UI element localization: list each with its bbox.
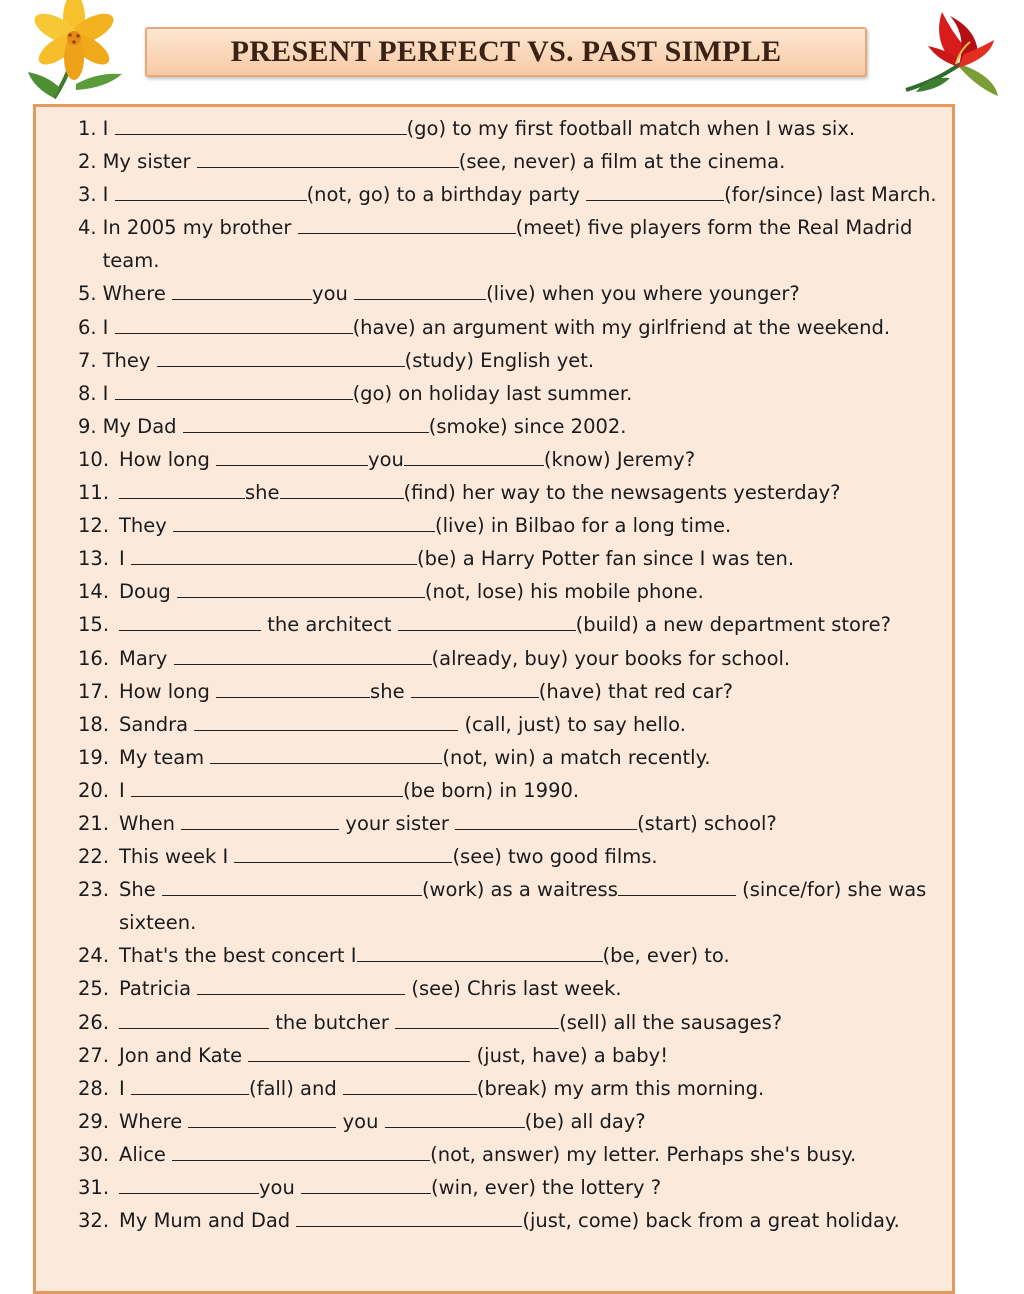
exercise-text-segment: My sister — [102, 150, 197, 174]
exercise-item — [78, 1006, 940, 1039]
exercise-text — [119, 1171, 940, 1204]
answer-blank[interactable] — [157, 351, 405, 367]
exercise-item — [78, 509, 940, 542]
answer-blank[interactable] — [197, 152, 459, 168]
answer-blank[interactable] — [404, 450, 544, 466]
exercise-text — [103, 112, 940, 145]
exercise-text-segment: (be, ever) to. — [602, 944, 730, 968]
exercise-text-segment: (start) school? — [637, 811, 777, 835]
exercise-text-segment: My Mum and Dad — [119, 1209, 297, 1233]
exercise-text-segment: you — [368, 447, 404, 471]
exercise-text — [119, 840, 940, 873]
exercise-text-segment: (not, answer) my letter. Perhaps she's busy. — [430, 1142, 857, 1166]
answer-blank[interactable] — [216, 682, 370, 698]
exercise-text-segment: your sister — [339, 811, 456, 835]
exercise-number: 9. — [78, 414, 97, 438]
exercise-text-segment: (meet) five players form the Real Madrid team. — [102, 216, 913, 273]
answer-blank[interactable] — [181, 814, 339, 830]
exercise-number: 32. — [78, 1209, 110, 1233]
exercise-item — [78, 1072, 940, 1105]
answer-blank[interactable] — [385, 1112, 525, 1128]
exercise-text-segment: (go) on holiday last summer. — [352, 381, 633, 405]
exercise-number: 28. — [78, 1076, 110, 1100]
answer-blank[interactable] — [172, 1145, 430, 1161]
exercise-text-segment: (since/for) she was sixteen. — [119, 878, 927, 935]
exercise-text-segment: Where — [102, 282, 173, 306]
exercise-text-segment: I — [102, 315, 115, 339]
exercise-item — [78, 1039, 940, 1072]
exercise-text — [103, 410, 940, 443]
exercise-text-segment: My team — [119, 745, 211, 769]
answer-blank[interactable] — [210, 748, 442, 764]
exercise-number: 29. — [78, 1109, 110, 1133]
exercise-number: 23. — [78, 878, 110, 902]
answer-blank[interactable] — [618, 880, 736, 896]
exercise-number: 13. — [78, 547, 110, 571]
exercise-text-segment: (go) to my first football match when I was six. — [406, 117, 856, 140]
answer-blank[interactable] — [280, 483, 404, 499]
exercise-text-segment: (win, ever) the lottery ? — [431, 1176, 662, 1199]
exercise-text — [119, 1105, 940, 1138]
exercise-text-segment: (find) her way to the newsagents yesterday? — [403, 481, 841, 505]
exercise-item — [78, 211, 940, 277]
exercise-item — [78, 443, 940, 476]
exercise-text — [119, 575, 940, 608]
exercise-text — [103, 145, 940, 178]
exercise-text — [119, 509, 940, 542]
exercise-number: 12. — [78, 514, 110, 538]
exercise-text-segment: (work) as a waitress — [421, 878, 618, 902]
exercise-number: 21. — [78, 811, 110, 835]
answer-blank[interactable] — [115, 185, 307, 201]
exercise-text-segment: you — [312, 282, 355, 306]
answer-blank[interactable] — [234, 847, 452, 863]
answer-blank[interactable] — [162, 880, 422, 896]
answer-blank[interactable] — [188, 1112, 336, 1128]
exercise-text-segment: (be) a Harry Potter fan since I was ten. — [416, 547, 795, 571]
exercise-text-segment: My Dad — [102, 414, 183, 438]
exercise-text-segment: (see, never) a film at the cinema. — [458, 150, 786, 174]
exercise-item — [78, 178, 940, 211]
exercise-item — [78, 774, 940, 807]
exercise-number: 30. — [78, 1142, 110, 1166]
exercise-text — [119, 1072, 940, 1105]
page-title: PRESENT PERFECT VS. PAST SIMPLE — [230, 35, 782, 68]
exercise-item — [78, 145, 940, 178]
exercise-text-segment: (know) Jeremy? — [543, 447, 696, 471]
answer-blank[interactable] — [131, 549, 417, 565]
exercise-text — [103, 178, 940, 211]
exercise-text — [119, 972, 940, 1005]
exercise-text-segment: (see) two good films. — [452, 845, 658, 869]
answer-blank[interactable] — [177, 582, 425, 598]
exercise-number: 24. — [78, 944, 110, 968]
answer-blank[interactable] — [411, 682, 539, 698]
exercise-text-segment: When — [119, 811, 182, 835]
answer-blank[interactable] — [131, 1079, 249, 1095]
exercise-text-segment: How long — [119, 447, 217, 471]
exercise-text-segment: (not, lose) his mobile phone. — [424, 580, 704, 604]
exercise-text — [103, 311, 940, 344]
exercise-text-segment: (fall) and — [248, 1076, 343, 1100]
exercise-text-segment: I — [119, 778, 131, 802]
exercise-number: 10. — [78, 447, 110, 471]
exercise-text — [119, 1039, 940, 1072]
exercise-text-segment: (study) English yet. — [404, 348, 595, 372]
exercise-number: 16. — [78, 646, 110, 670]
answer-blank[interactable] — [197, 979, 405, 995]
exercise-text-segment: (see) Chris last week. — [405, 977, 622, 1001]
answer-blank[interactable] — [455, 814, 637, 830]
exercise-number: 20. — [78, 778, 110, 802]
exercise-text — [119, 1006, 940, 1039]
exercise-text-segment: I — [119, 547, 131, 571]
exercise-text — [119, 608, 940, 641]
exercise-text-segment: Patricia — [119, 977, 198, 1001]
exercise-text-segment: How long — [119, 679, 217, 703]
exercise-number: 15. — [78, 613, 110, 637]
exercise-item — [78, 344, 940, 377]
exercise-item — [78, 277, 940, 310]
exercise-number: 18. — [78, 712, 110, 736]
exercise-item — [78, 542, 940, 575]
exercise-text — [103, 377, 940, 410]
exercise-number: 22. — [78, 845, 110, 869]
exercise-text-segment: the architect — [261, 613, 398, 637]
answer-blank[interactable] — [395, 1013, 559, 1029]
answer-blank[interactable] — [183, 417, 429, 433]
exercise-item — [78, 575, 940, 608]
exercise-text — [119, 774, 940, 807]
exercise-number: 25. — [78, 977, 110, 1001]
answer-blank[interactable] — [131, 781, 403, 797]
exercise-text-segment: (just, come) back from a great holiday. — [522, 1209, 900, 1233]
exercise-number: 17. — [78, 679, 110, 703]
exercise-item — [78, 972, 940, 1005]
exercise-text-segment: (have) that red car? — [538, 679, 734, 703]
exercise-text-segment: (build) a new department store? — [575, 613, 891, 637]
exercise-text — [103, 277, 940, 310]
exercise-number: 3. — [78, 183, 97, 207]
exercise-text-segment: That's the best concert I — [119, 944, 357, 968]
exercise-text-segment: I — [102, 183, 115, 207]
exercise-item — [78, 1171, 940, 1204]
answer-blank[interactable] — [216, 450, 368, 466]
exercise-item — [78, 840, 940, 873]
exercise-item — [78, 642, 940, 675]
exercise-text-segment: Mary — [119, 646, 174, 670]
exercise-text-segment: (call, just) to say hello. — [458, 712, 686, 736]
exercise-text-segment: They — [119, 514, 174, 538]
exercise-number: 7. — [78, 348, 97, 372]
exercise-text-segment: In 2005 my brother — [102, 216, 298, 240]
exercise-number: 5. — [78, 282, 97, 306]
answer-blank[interactable] — [173, 516, 435, 532]
exercise-number: 1. — [78, 117, 97, 140]
answer-blank[interactable] — [343, 1079, 477, 1095]
answer-blank[interactable] — [172, 284, 312, 300]
answer-blank[interactable] — [119, 483, 245, 499]
exercise-item — [78, 873, 940, 939]
answer-blank[interactable] — [298, 218, 516, 234]
exercise-item — [78, 608, 940, 641]
answer-blank[interactable] — [119, 1013, 269, 1029]
exercise-text-segment: (just, have) a baby! — [470, 1043, 669, 1067]
exercise-text — [103, 211, 940, 277]
exercise-item — [78, 1105, 940, 1138]
exercise-text-segment: She — [119, 878, 162, 902]
exercise-text-segment: the butcher — [269, 1010, 396, 1034]
exercise-text-segment: (be) all day? — [524, 1109, 646, 1133]
exercise-number: 19. — [78, 745, 110, 769]
exercise-text — [119, 873, 940, 939]
exercise-number: 8. — [78, 381, 97, 405]
exercise-text — [119, 675, 940, 708]
exercise-item — [78, 112, 940, 145]
exercise-text — [119, 642, 940, 675]
exercise-text-segment: Doug — [119, 580, 177, 604]
exercise-item — [78, 476, 940, 509]
exercise-text-segment: (be born) in 1990. — [402, 778, 580, 802]
exercise-text-segment: Jon and Kate — [119, 1043, 249, 1067]
answer-blank[interactable] — [119, 1178, 259, 1194]
exercise-text-segment: she — [370, 679, 411, 703]
red-tulip-icon — [898, 6, 1002, 98]
exercise-number: 26. — [78, 1010, 110, 1034]
answer-blank[interactable] — [194, 715, 458, 731]
exercise-text — [119, 476, 940, 509]
exercise-number: 6. — [78, 315, 97, 339]
exercise-text-segment: They — [102, 348, 157, 372]
exercise-text — [119, 939, 940, 972]
exercise-text — [119, 741, 940, 774]
exercise-text-segment: Sandra — [119, 712, 195, 736]
exercise-text-segment: (break) my arm this morning. — [476, 1076, 765, 1100]
answer-blank[interactable] — [119, 615, 261, 631]
exercise-item — [78, 708, 940, 741]
exercise-text — [119, 443, 940, 476]
exercise-text-segment: she — [245, 481, 280, 505]
exercise-text — [119, 807, 940, 840]
answer-blank[interactable] — [115, 119, 407, 135]
exercise-text-segment: (smoke) since 2002. — [428, 414, 627, 438]
exercise-item — [78, 410, 940, 443]
exercise-item — [78, 311, 940, 344]
exercise-item — [78, 939, 940, 972]
exercise-text-segment: (live) when you where younger? — [486, 282, 800, 306]
answer-blank[interactable] — [586, 185, 724, 201]
exercise-text-segment: This week I — [119, 845, 235, 869]
title-banner — [145, 27, 867, 77]
exercise-item — [78, 377, 940, 410]
exercise-text-segment: Alice — [119, 1142, 173, 1166]
exercise-text-segment: Where — [119, 1109, 189, 1133]
exercise-text-segment: I — [102, 117, 115, 140]
exercise-text-segment: (live) in Bilbao for a long time. — [435, 514, 732, 538]
exercise-text-segment: (already, buy) your books for school. — [431, 646, 791, 670]
exercise-list — [78, 112, 940, 1237]
exercise-text-segment: you — [259, 1176, 302, 1199]
answer-blank[interactable] — [296, 1211, 522, 1227]
exercise-number: 2. — [78, 150, 97, 174]
answer-blank[interactable] — [248, 1046, 470, 1062]
exercise-number: 31. — [78, 1176, 110, 1199]
answer-blank[interactable] — [301, 1178, 431, 1194]
exercise-number: 11. — [78, 481, 110, 505]
exercise-item — [78, 675, 940, 708]
exercise-number: 27. — [78, 1043, 110, 1067]
exercise-text-segment: (not, go) to a birthday party — [306, 183, 587, 207]
exercise-item — [78, 807, 940, 840]
exercise-text-segment: you — [336, 1109, 385, 1133]
exercise-text-segment: (sell) all the sausages? — [559, 1010, 783, 1034]
answer-blank[interactable] — [115, 384, 353, 400]
exercise-text-segment: (not, win) a match recently. — [442, 745, 711, 769]
exercise-item — [78, 741, 940, 774]
exercise-text — [119, 708, 940, 741]
answer-blank[interactable] — [398, 615, 576, 631]
exercise-text — [119, 1204, 940, 1237]
answer-blank[interactable] — [357, 946, 603, 962]
yellow-lily-icon — [14, 0, 134, 100]
exercise-text-segment: (have) an argument with my girlfriend at the weekend. — [352, 315, 891, 339]
answer-blank[interactable] — [174, 649, 432, 665]
answer-blank[interactable] — [115, 318, 353, 334]
exercise-text-segment: I — [102, 381, 115, 405]
exercise-text — [103, 344, 940, 377]
exercise-number: 14. — [78, 580, 110, 604]
exercise-item — [78, 1204, 940, 1237]
exercise-text-segment: I — [119, 1076, 131, 1100]
exercise-text-segment: (for/since) last March. — [724, 183, 937, 207]
exercise-number: 4. — [78, 216, 97, 240]
exercise-item — [78, 1138, 940, 1171]
exercise-text — [119, 1138, 940, 1171]
answer-blank[interactable] — [354, 284, 486, 300]
exercise-text — [119, 542, 940, 575]
